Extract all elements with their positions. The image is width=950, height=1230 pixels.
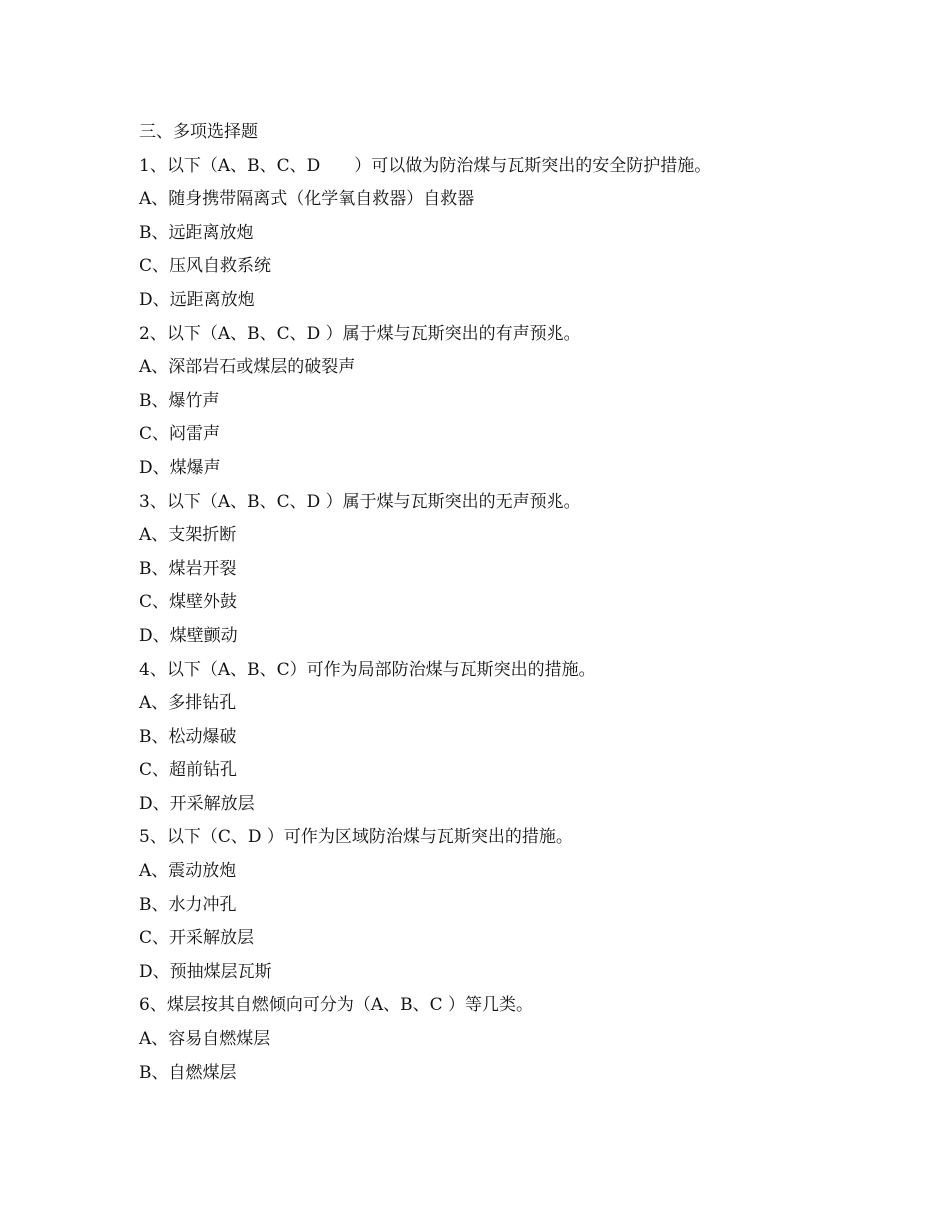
section-heading: 三、多项选择题 [139,122,258,142]
question-1-option-a: A、随身携带隔离式（化学氧自救器）自救器 [139,189,475,210]
question-1: 1、以下（A、B、C、D ）可以做为防治煤与瓦斯突出的安全防护措施。 [139,155,712,176]
question-3-option-b: B、煤岩开裂 [139,558,237,579]
question-5-option-d: D、预抽煤层瓦斯 [139,961,272,982]
question-3-option-c: C、煤壁外鼓 [139,592,238,613]
question-4-option-b: B、松动爆破 [139,726,237,747]
question-6-option-b: B、自燃煤层 [139,1062,237,1083]
question-1-option-d: D、远距离放炮 [139,289,255,310]
question-2-option-a: A、深部岩石或煤层的破裂声 [139,357,356,378]
question-2-option-d: D、煤爆声 [139,457,221,478]
question-5-option-c: C、开采解放层 [139,928,255,949]
question-2: 2、以下（A、B、C、D ）属于煤与瓦斯突出的有声预兆。 [139,323,581,344]
question-6: 6、煤层按其自燃倾向可分为（A、B、C ）等几类。 [139,995,533,1016]
question-2-option-b: B、爆竹声 [139,390,220,411]
question-3-option-a: A、支架折断 [139,525,237,546]
question-1-option-b: B、远距离放炮 [139,222,254,243]
question-6-option-a: A、容易自燃煤层 [139,1029,271,1050]
question-4-option-d: D、开采解放层 [139,793,255,814]
question-5-option-a: A、震动放炮 [139,861,237,882]
question-3: 3、以下（A、B、C、D ）属于煤与瓦斯突出的无声预兆。 [139,491,581,512]
question-4: 4、以下（A、B、C）可作为局部防治煤与瓦斯突出的措施。 [139,659,596,680]
question-3-option-d: D、煤壁颤动 [139,625,238,646]
question-5-option-b: B、水力冲孔 [139,894,237,915]
question-4-option-c: C、超前钻孔 [139,760,238,781]
question-4-option-a: A、多排钻孔 [139,693,237,714]
question-1-option-c: C、压风自救系统 [139,256,272,277]
question-2-option-c: C、闷雷声 [139,424,221,445]
question-5: 5、以下（C、D ）可作为区域防治煤与瓦斯突出的措施。 [139,827,573,848]
document-body [139,116,859,1090]
